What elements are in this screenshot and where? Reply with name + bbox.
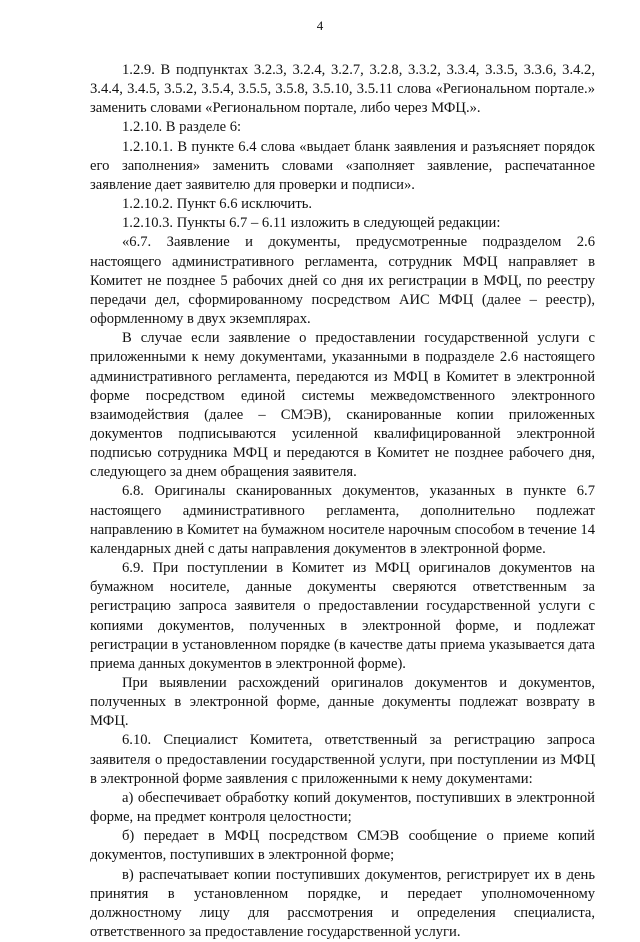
paragraph-1-2-10-3: 1.2.10.3. Пункты 6.7 – 6.11 изложить в следующей редакции:: [122, 215, 501, 232]
document-body: [90, 61, 595, 942]
paragraph-1-2-9: 1.2.9. В подпунктах 3.2.3, 3.2.4, 3.2.7, 3.2.8, 3.3.2, 3.3.4, 3.3.5, 3.3.6, 3.4.2, 3.4.4, 3.4.5, 3.5.2, 3.5.4, 3.5.5, 3.5.8, 3.5.10, 3.5.11 слова «Региональном портале.» заменить словами «Региональном портале, либо через МФЦ.».: [90, 62, 595, 117]
page-number: 4: [316, 18, 324, 33]
paragraph-6-7: «6.7. Заявление и документы, предусмотренные подразделом 2.6 настоящего административного регламента, сотрудник МФЦ направляет в Комитет не позднее 5 рабочих дней со дня их регистрации в МФЦ, по реестру передачи дел, сформированному посредством АИС МФЦ (далее – реестр), оформленному в двух экземплярах.: [90, 234, 595, 328]
paragraph-1-2-10-2: 1.2.10.2. Пункт 6.6 исключить.: [122, 196, 313, 213]
paragraph-6-9: 6.9. При поступлении в Комитет из МФЦ оригиналов документов на бумажном носителе, данные документы сверяются ответственным за регистрацию запроса заявителя о предоставлении государственной услуги с копиями документов, полученных в электронной форме, и подлежат регистрации в установленном порядке (в качестве даты приема указывается дата приема данных документов в электронной форме).: [90, 560, 595, 672]
paragraph-6-8: 6.8. Оригиналы сканированных документов, указанных в пункте 6.7 настоящего административного регламента, дополнительно подлежат направлению в Комитет на бумажном носителе нарочным способом в течение 14 календарных дней с даты направления документов в электронной форме.: [90, 483, 595, 557]
paragraph-6-10-v: в) распечатывает копии поступивших документов, регистрирует их в день принятия в установленном порядке, и передает уполномоченному должностному лицу для рассмотрения и определения специалиста, ответственного за предоставление государственной услуги.: [90, 866, 595, 941]
paragraph-6-10-b: б) передает в МФЦ посредством СМЭВ сообщение о приеме копий документов, поступивших в электронной форме;: [90, 828, 595, 864]
paragraph-6-7-smev: В случае если заявление о предоставлении государственной услуги с приложенными к нему документами, указанными в подразделе 2.6 настоящего административного регламента, передаются из МФЦ в Комитет в электронной форме посредством единой системы межведомственного электронного взаимодействия (далее – СМЭВ), сканированные копии приложенных документов подписываются усиленной квалифицированной электронной подписью сотрудника МФЦ и передаются в Комитет не позднее рабочего дня, следующего за днем обращения заявителя.: [90, 330, 595, 481]
paragraph-6-10-a: а) обеспечивает обработку копий документов, поступивших в электронной форме, на предмет контроля целостности;: [90, 789, 595, 826]
paragraph-6-10: 6.10. Специалист Комитета, ответственный за регистрацию запроса заявителя о предоставлении государственной услуги, при поступлении из МФЦ в электронной форме заявления с приложенными к нему документами:: [90, 732, 595, 787]
paragraph-6-9-discrepancy: При выявлении расхождений оригиналов документов и документов, полученных в электронной форме, данные документы подлежат возврату в МФЦ.: [90, 675, 595, 730]
paragraph-1-2-10-1: 1.2.10.1. В пункте 6.4 слова «выдает бланк заявления и разъясняет порядок его заполнения» заменить словами «заполняет заявление, распечатанное заявление дает заявителю для проверки и подписи».: [90, 138, 595, 193]
paragraph-1-2-10: 1.2.10. В разделе 6:: [122, 119, 242, 136]
